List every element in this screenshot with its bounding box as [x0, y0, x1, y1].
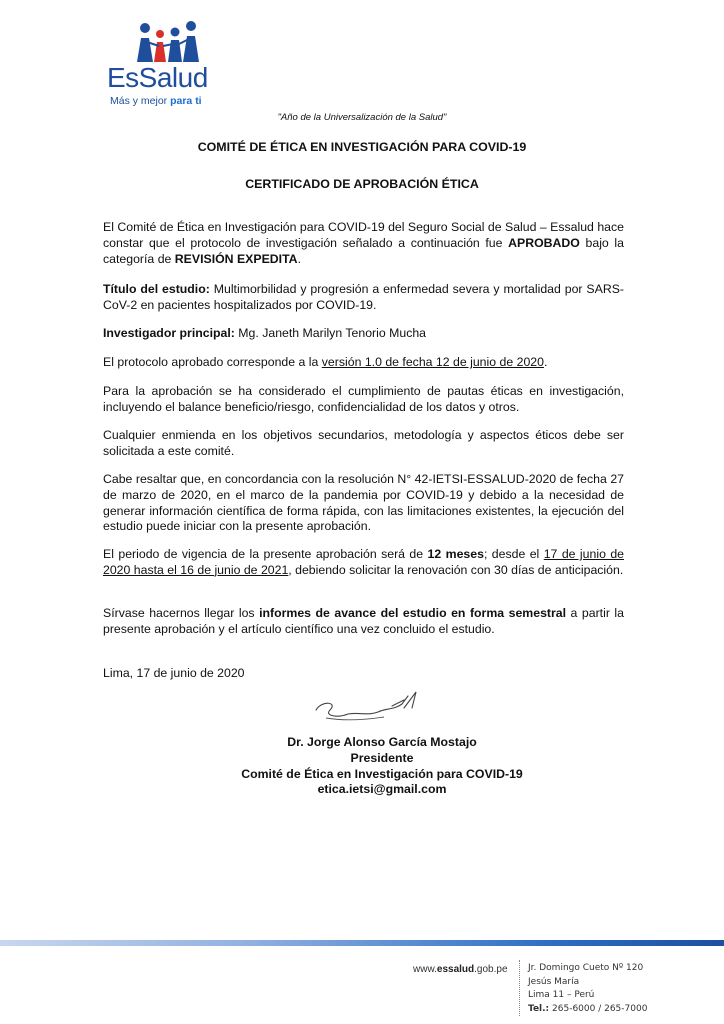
handwritten-signature [308, 688, 428, 728]
footer-website: www.essalud.gob.pe [413, 964, 508, 975]
signatory-email: etica.ietsi@gmail.com [317, 782, 447, 796]
address-line: Jesús María [528, 976, 580, 987]
paragraph-validity: El periodo de vigencia de la presente aprobación será de 12 meses; desde el 17 de junio de 2020 hasta el 16 de junio de 2021, debiendo solicitar la renovación con 30 días de anticipación. [103, 547, 625, 577]
paragraph-protocol-version: El protocolo aprobado corresponde a la versión 1.0 de fecha 12 de junio de 2020. [103, 355, 548, 369]
address-line: Jr. Domingo Cueto Nº 120 [528, 963, 644, 973]
footer-divider-bar [0, 940, 724, 946]
certificate-title: CERTIFICADO DE APROBACIÓN ÉTICA [245, 177, 479, 191]
paragraph-principal-investigator: Investigador principal: Mg. Janeth Marilyn Tenorio Mucha [103, 326, 427, 340]
signatory-committee: Comité de Ética en Investigación para COVID-19 [241, 767, 523, 781]
committee-title: COMITÉ DE ÉTICA EN INVESTIGACIÓN PARA COVID-19 [197, 140, 527, 154]
place-date: Lima, 17 de junio de 2020 [103, 666, 245, 680]
logo-brand-text: EsSalud [107, 62, 208, 93]
paragraph-ethics-criteria: Para la aprobación se ha considerado el cumplimiento de pautas éticas en investigación, incluyendo el balance beneficio/riesgo, confidencialidad de los datos y otros. [103, 384, 624, 414]
essalud-logo [107, 20, 257, 107]
paragraph-study-title: Título del estudio: Multimorbilidad y progresión a enfermedad severa y mortalidad por SARS-CoV-2 en pacientes hospitalizados por COVID-19. [103, 282, 624, 312]
paragraph-amendments: Cualquier enmienda en los objetivos secundarios, metodología y aspectos éticos debe ser solicitada a este comité. [103, 428, 624, 458]
study-title-label: Título del estudio: [103, 282, 210, 296]
phone-line: Tel.: 265-6000 / 265-7000 [528, 1003, 648, 1014]
paragraph-approval: El Comité de Ética en Investigación para COVID-19 del Seguro Social de Salud – Essalud hace constar que el protocolo de investigación señalado a continuación fue APROBADO bajo la categoría de REVISIÓN EXPEDITA. [103, 220, 624, 266]
investigator-label: Investigador principal: [103, 326, 235, 340]
footer-separator [519, 960, 520, 1016]
footer-address [528, 962, 647, 1016]
paragraph-reports: Sírvase hacernos llegar los informes de avance del estudio en forma semestral a partir la presente aprobación y el artículo científico una vez concluido el estudio. [103, 606, 624, 636]
family-figures-icon [133, 20, 203, 64]
logo-tagline: Más y mejor para ti [110, 95, 202, 107]
signatory-name: Dr. Jorge Alonso García Mostajo [287, 735, 477, 749]
year-motto: "Año de la Universalización de la Salud" [277, 112, 447, 123]
paragraph-resolution: Cabe resaltar que, en concordancia con la resolución N° 42-IETSI-ESSALUD-2020 de fecha 27 de marzo de 2020, en el marco de la pandemia por COVID-19 y debido a la necesidad de generar información científica de forma rápida, con las limitaciones existentes, la ejecución del estudio puede iniciar con la presente aprobación. [103, 472, 624, 534]
signatory-role: Presidente [350, 751, 414, 765]
address-line: Lima 11 – Perú [528, 990, 595, 1000]
